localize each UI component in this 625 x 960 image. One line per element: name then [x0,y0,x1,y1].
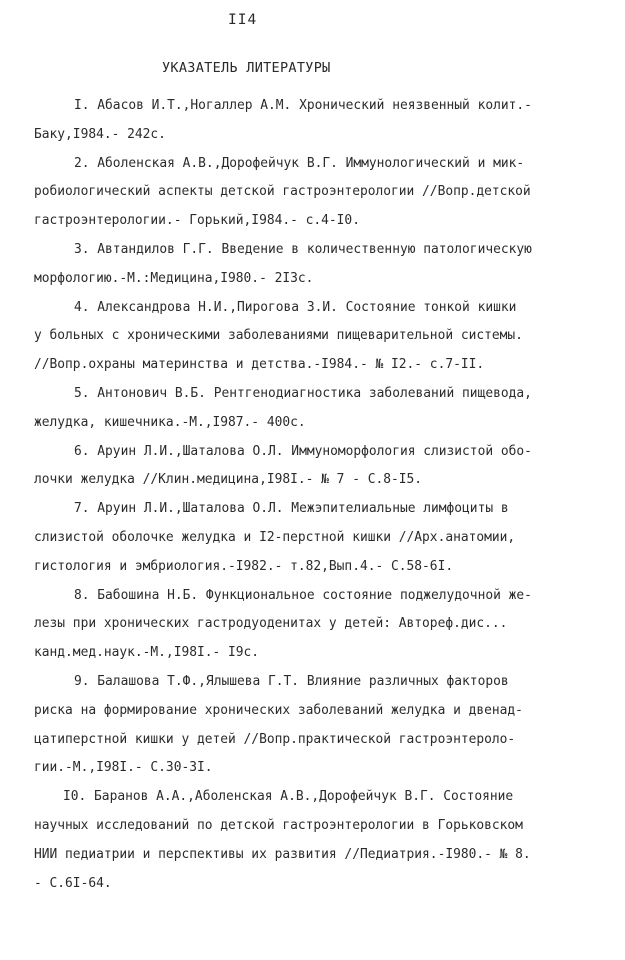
reference-line: гистология и эмбриология.-I982.- т.82,Вып.4.- С.58-6I. [34,558,454,574]
reference-line: I. Абасов И.Т.,Ногаллер А.М. Хронический неязвенный колит.- [74,98,532,113]
reference-line: лочки желудка //Клин.медицина,I98I.- № 7 - С.8-I5. [34,472,423,488]
reference-line: I0. Баранов А.А.,Аболенская А.В.,Дорофейчук В.Г. Состояние [63,789,514,805]
reference-item [34,380,606,438]
reference-item [34,495,606,581]
reference-line: гастроэнтерологии.- Горький,I984.- с.4-I0. [34,213,360,229]
reference-item [34,92,606,150]
reference-line: гии.-М.,I98I.- С.30-3I. [34,760,213,776]
reference-line: 7. Аруин Л.И.,Шаталова О.Л. Межэпителиальные лимфоциты в [74,501,509,517]
reference-item [34,582,606,668]
reference-line: у больных с хроническими заболеваниями пищеварительной системы. [34,328,523,344]
reference-line: риска на формирование хронических заболеваний желудка и двенад- [34,702,523,718]
reference-line: 3. Автандилов Г.Г. Введение в количественную патологическую [74,241,532,257]
reference-item [34,150,606,236]
reference-line: - С.6I-64. [34,875,112,891]
page-number: II4 [228,12,258,28]
reference-line: 4. Александрова Н.И.,Пирогова З.И. Состояние тонкой кишки [74,299,517,315]
reference-line: 2. Аболенская А.В.,Дорофейчук В.Г. Иммунологический и мик- [74,155,525,171]
reference-line: 8. Бабошина Н.Б. Функциональное состояние поджелудочной же- [74,587,532,603]
reference-list [34,92,606,898]
reference-line: цатиперстной кишки у детей //Вопр.практической гастроэнтероло- [34,731,516,747]
reference-item [34,438,606,496]
reference-item [34,668,606,783]
reference-line: робиологический аспекты детской гастроэнтерологии //Вопр.детской [34,184,531,200]
reference-item [34,783,606,898]
reference-line: морфологию.-М.:Медицина,I980.- 2I3с. [34,270,314,286]
reference-line: 9. Балашова Т.Ф.,Ялышева Г.Т. Влияние различных факторов [74,673,509,689]
reference-line: лезы при хронических гастродуоденитах у детей: Автореф.дис... [34,616,508,632]
reference-line: Баку,I984.- 242с. [34,126,166,142]
reference-line: 6. Аруин Л.И.,Шаталова О.Л. Иммуноморфология слизистой обо- [74,443,532,459]
reference-line: слизистой оболочке желудка и I2-перстной кишки //Арх.анатомии, [34,529,516,545]
reference-item [34,294,606,380]
reference-line: канд.мед.наук.-М.,I98I.- I9с. [34,645,260,661]
page-title: УКАЗАТЕЛЬ ЛИТЕРАТУРЫ [162,60,331,76]
reference-line: НИИ педиатрии и перспективы их развития //Педиатрия.-I980.- № 8. [34,846,531,862]
reference-line: 5. Антонович В.Б. Рентгенодиагностика заболеваний пищевода, [74,385,532,401]
reference-line: желудка, кишечника.-М.,I987.- 400с. [34,414,306,430]
reference-item [34,236,606,294]
reference-line: //Вопр.охраны материнства и детства.-I984.- № I2.- с.7-II. [34,357,485,373]
reference-line: научных исследований по детской гастроэнтерологии в Горьковском [34,817,523,833]
